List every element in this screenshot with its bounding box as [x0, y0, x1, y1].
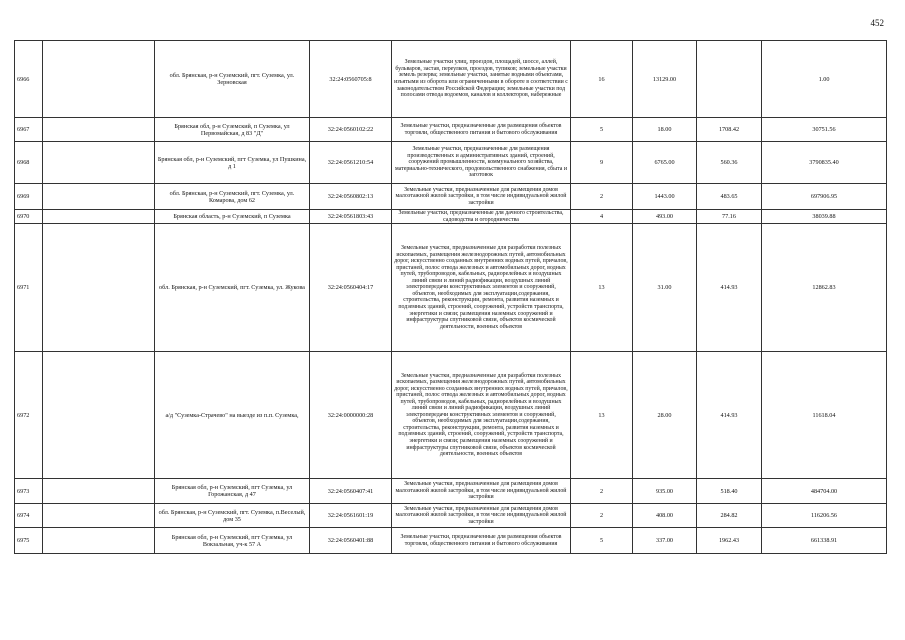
- cadastral-number-cell: 32:24:0560102:22: [310, 118, 392, 142]
- table-row: [15, 224, 887, 352]
- cadastral-value-cell: 484704.00: [762, 479, 887, 504]
- cadastral-number-cell: 32:24:0561210:54: [310, 142, 392, 184]
- cadastral-number-cell: 32:24:0561803:43: [310, 210, 392, 224]
- specific-value-cell: [697, 41, 762, 118]
- area-cell: 408.00: [633, 504, 697, 528]
- cadastral-number-cell: 32:24:0560802:13: [310, 184, 392, 210]
- address-cell: Брянская обл, р-н Суземский, п Суземка, ул Первомайская, д 83 "Д": [155, 118, 310, 142]
- area-cell: 6765.00: [633, 142, 697, 184]
- row-number: 6969: [15, 184, 43, 210]
- table-row: [15, 479, 887, 504]
- permitted-use-cell: Земельные участки, предназначенные для размещения объектов торговли, общественного питания и бытового обслуживания: [392, 118, 571, 142]
- permitted-use-cell: Земельные участки, предназначенные для разработки полезных ископаемых, размещения железнодорожных путей, автомобильных дорог, искусственно созданных внутренних водных путей, причалов, пристаней, полос отвода железных и автомобильных дорог, водных путей, трубопроводов, кабельных, радиорелейных и воздушных линий связи и линий радиофикации, воздушных линий электропередачи конструктивных элементов и сооружений, объектов, необходимых для эксплуатации,содержания, строительства, реконструкции, ремонта, развития наземных и подземных зданий, строений, сооружений, устройств транспорта, энергетики и связи; размещения наземных сооружений и инфраструктуры спутниковой связи, объектов космической деятельности, военных объектов: [392, 224, 571, 352]
- area-cell: 28.00: [633, 352, 697, 479]
- area-cell: 18.00: [633, 118, 697, 142]
- permitted-use-cell: Земельные участки, предназначенные для размещения домов малоэтажной жилой застройки, в том числе индивидуальной жилой застройки: [392, 184, 571, 210]
- permitted-use-cell: Земельные участки улиц, проездов, площадей, шоссе, аллей, бульваров, застав, переулков, проездов, тупиков; земельные участки земель резерва; земельные участки, занятые водными объектами, изъятыми из оборота или ограниченными в обороте в соответствии с законодательством Российской Федерации; земельные участки под полосами отвода водоемов, каналов и коллекторов, набережные: [392, 41, 571, 118]
- table-row: [15, 184, 887, 210]
- cadastral-value-table: [14, 40, 887, 554]
- row-number: 6967: [15, 118, 43, 142]
- table-row: [15, 352, 887, 479]
- cadastral-number-cell: 32:24:0000000:28: [310, 352, 392, 479]
- cadastral-value-cell: 116206.56: [762, 504, 887, 528]
- specific-value-cell: 483.65: [697, 184, 762, 210]
- row-number: 6973: [15, 479, 43, 504]
- table-row: [15, 142, 887, 184]
- address-cell: Брянская обл, р-н Суземский, пгт Суземка, ул Вокзальная, уч-к 57 А: [155, 528, 310, 554]
- use-group-cell: 2: [571, 184, 633, 210]
- table-row: [15, 504, 887, 528]
- table-row: [15, 528, 887, 554]
- address-cell: обл. Брянская, р-н Суземский, пгт. Суземка, ул. Комарова, дом 62: [155, 184, 310, 210]
- row-number: 6970: [15, 210, 43, 224]
- cadastral-number-cell: 32:24:0560407:41: [310, 479, 392, 504]
- use-group-cell: 2: [571, 479, 633, 504]
- specific-value-cell: 560.36: [697, 142, 762, 184]
- specific-value-cell: 284.82: [697, 504, 762, 528]
- table-row: [15, 118, 887, 142]
- permitted-use-cell: Земельные участки, предназначенные для размещения производственных и административных зданий, строений, сооружений промышленности, коммунального хозяйства, материально-технического, продовольственного снабжения, сбыта и заготовок: [392, 142, 571, 184]
- cadastral-value-cell: 11618.04: [762, 352, 887, 479]
- address-cell: обл. Брянская, р-н Суземский, пгт. Суземка, ул. Зерновская: [155, 41, 310, 118]
- table-body: [15, 41, 887, 554]
- address-cell: обл. Брянская, р-н Суземский, пгт. Суземка, ул. Жукова: [155, 224, 310, 352]
- area-cell: 13129.00: [633, 41, 697, 118]
- permitted-use-cell: Земельные участки, предназначенные для разработки полезных ископаемых, размещения железнодорожных путей, автомобильных дорог, искусственно созданных внутренних водных путей, причалов, пристаней, полос отвода железных и автомобильных дорог, водных путей, трубопроводов, кабельных, радиорелейных и воздушных линий связи и линий радиофикации, воздушных линий электропередачи конструктивных элементов и сооружений, объектов, необходимых для эксплуатации,содержания, строительства, реконструкции, ремонта, развития наземных и подземных зданий, строений, сооружений, устройств транспорта, энергетики и связи; размещения наземных сооружений и инфраструктуры спутниковой связи, объектов космической деятельности, военных объектов: [392, 352, 571, 479]
- permitted-use-cell: Земельные участки, предназначенные для размещения объектов торговли, общественного питания и бытового обслуживания: [392, 528, 571, 554]
- use-group-cell: 2: [571, 504, 633, 528]
- use-group-cell: 5: [571, 528, 633, 554]
- address-cell: обл. Брянская, р-н Суземский, пгт. Суземка, п.Веселый, дом 35: [155, 504, 310, 528]
- area-cell: 493.00: [633, 210, 697, 224]
- specific-value-cell: 77.16: [697, 210, 762, 224]
- empty-cell: [43, 504, 155, 528]
- empty-cell: [43, 528, 155, 554]
- table-row: [15, 210, 887, 224]
- use-group-cell: 9: [571, 142, 633, 184]
- empty-cell: [43, 479, 155, 504]
- empty-cell: [43, 184, 155, 210]
- permitted-use-cell: Земельные участки, предназначенные для размещения домов малоэтажной жилой застройки, в том числе индивидуальной жилой застройки: [392, 504, 571, 528]
- use-group-cell: 5: [571, 118, 633, 142]
- row-number: 6966: [15, 41, 43, 118]
- empty-cell: [43, 41, 155, 118]
- cadastral-value-cell: 661338.91: [762, 528, 887, 554]
- row-number: 6974: [15, 504, 43, 528]
- cadastral-value-cell: 3790835.40: [762, 142, 887, 184]
- address-cell: Брянская область, р-н Суземский, п Суземка: [155, 210, 310, 224]
- empty-cell: [43, 142, 155, 184]
- cadastral-number-cell: 32:24:0560404:17: [310, 224, 392, 352]
- empty-cell: [43, 352, 155, 479]
- address-cell: Брянская обл, р-н Суземский, пгт Суземка, ул Пушкина, д 1: [155, 142, 310, 184]
- empty-cell: [43, 118, 155, 142]
- cadastral-value-cell: 30751.56: [762, 118, 887, 142]
- cadastral-value-cell: 38039.88: [762, 210, 887, 224]
- row-number: 6972: [15, 352, 43, 479]
- specific-value-cell: 414.93: [697, 224, 762, 352]
- use-group-cell: 16: [571, 41, 633, 118]
- empty-cell: [43, 224, 155, 352]
- cadastral-number-cell: 32:24:0560401:88: [310, 528, 392, 554]
- empty-cell: [43, 210, 155, 224]
- cadastral-value-cell: 697906.95: [762, 184, 887, 210]
- specific-value-cell: 414.93: [697, 352, 762, 479]
- specific-value-cell: 518.40: [697, 479, 762, 504]
- permitted-use-cell: Земельные участки, предназначенные для дачного строительства, садоводства и огородничества: [392, 210, 571, 224]
- area-cell: 31.00: [633, 224, 697, 352]
- use-group-cell: 4: [571, 210, 633, 224]
- use-group-cell: 13: [571, 352, 633, 479]
- cadastral-value-cell: 12862.83: [762, 224, 887, 352]
- row-number: 6971: [15, 224, 43, 352]
- use-group-cell: 13: [571, 224, 633, 352]
- permitted-use-cell: Земельные участки, предназначенные для размещения домов малоэтажной жилой застройки, в том числе индивидуальной жилой застройки: [392, 479, 571, 504]
- specific-value-cell: 1962.43: [697, 528, 762, 554]
- address-cell: а/д "Суземка-Страчево" на выезде из п.п. Суземка,: [155, 352, 310, 479]
- area-cell: 337.00: [633, 528, 697, 554]
- specific-value-cell: 1708.42: [697, 118, 762, 142]
- area-cell: 935.00: [633, 479, 697, 504]
- table-row: [15, 41, 887, 118]
- cadastral-value-cell: 1.00: [762, 41, 887, 118]
- page-number: 452: [870, 18, 884, 28]
- row-number: 6968: [15, 142, 43, 184]
- row-number: 6975: [15, 528, 43, 554]
- cadastral-number-cell: 32:24:0561601:19: [310, 504, 392, 528]
- cadastral-number-cell: 32:24:0560705:8: [310, 41, 392, 118]
- address-cell: Брянская обл, р-н Суземский, пгт Суземка, ул Горожанская, д 47: [155, 479, 310, 504]
- area-cell: 1443.00: [633, 184, 697, 210]
